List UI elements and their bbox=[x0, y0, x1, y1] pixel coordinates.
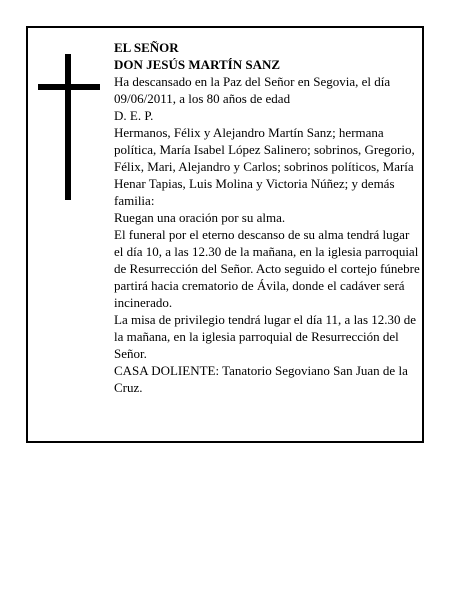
cross-icon bbox=[38, 54, 100, 200]
mourning-house: CASA DOLIENTE: Tanatorio Segoviano San Juan de la Cruz. bbox=[114, 363, 408, 395]
notice-heading-line1: EL SEÑOR bbox=[114, 40, 179, 55]
notice-text bbox=[114, 39, 420, 396]
mass-details: La misa de privilegio tendrá lugar el día 11, a las 12.30 de la mañana, en la iglesia parroquial de Resurrección del Señor. bbox=[114, 312, 417, 361]
deceased-name: DON JESÚS MARTÍN SANZ bbox=[114, 57, 281, 72]
rip-line: D. E. P. bbox=[114, 108, 154, 123]
family-list: Hermanos, Félix y Alejandro Martín Sanz; hermana política, María Isabel López Salinero; sobrinos, Gregorio, Félix, Mari, Alejandro y Carlos; sobrinos políticos, María Henar Tapias, Luis Molina y Victoria Núñez; y demás familia: bbox=[114, 125, 415, 208]
death-announcement: Ha descansado en la Paz del Señor en Segovia, el día 09/06/2011, a los 80 años de edad bbox=[114, 74, 391, 106]
cross-horizontal-bar bbox=[38, 84, 100, 90]
prayer-request: Ruegan una oración por su alma. bbox=[114, 210, 286, 225]
obituary-notice bbox=[26, 26, 424, 443]
cross-vertical-bar bbox=[65, 54, 71, 200]
funeral-details: El funeral por el eterno descanso de su alma tendrá lugar el día 10, a las 12.30 de la mañana, en la iglesia parroquial de Resurrección del Señor. Acto seguido el cortejo fúnebre partirá hacia crematorio de Ávila, donde el cadáver será incinerado. bbox=[114, 227, 420, 310]
